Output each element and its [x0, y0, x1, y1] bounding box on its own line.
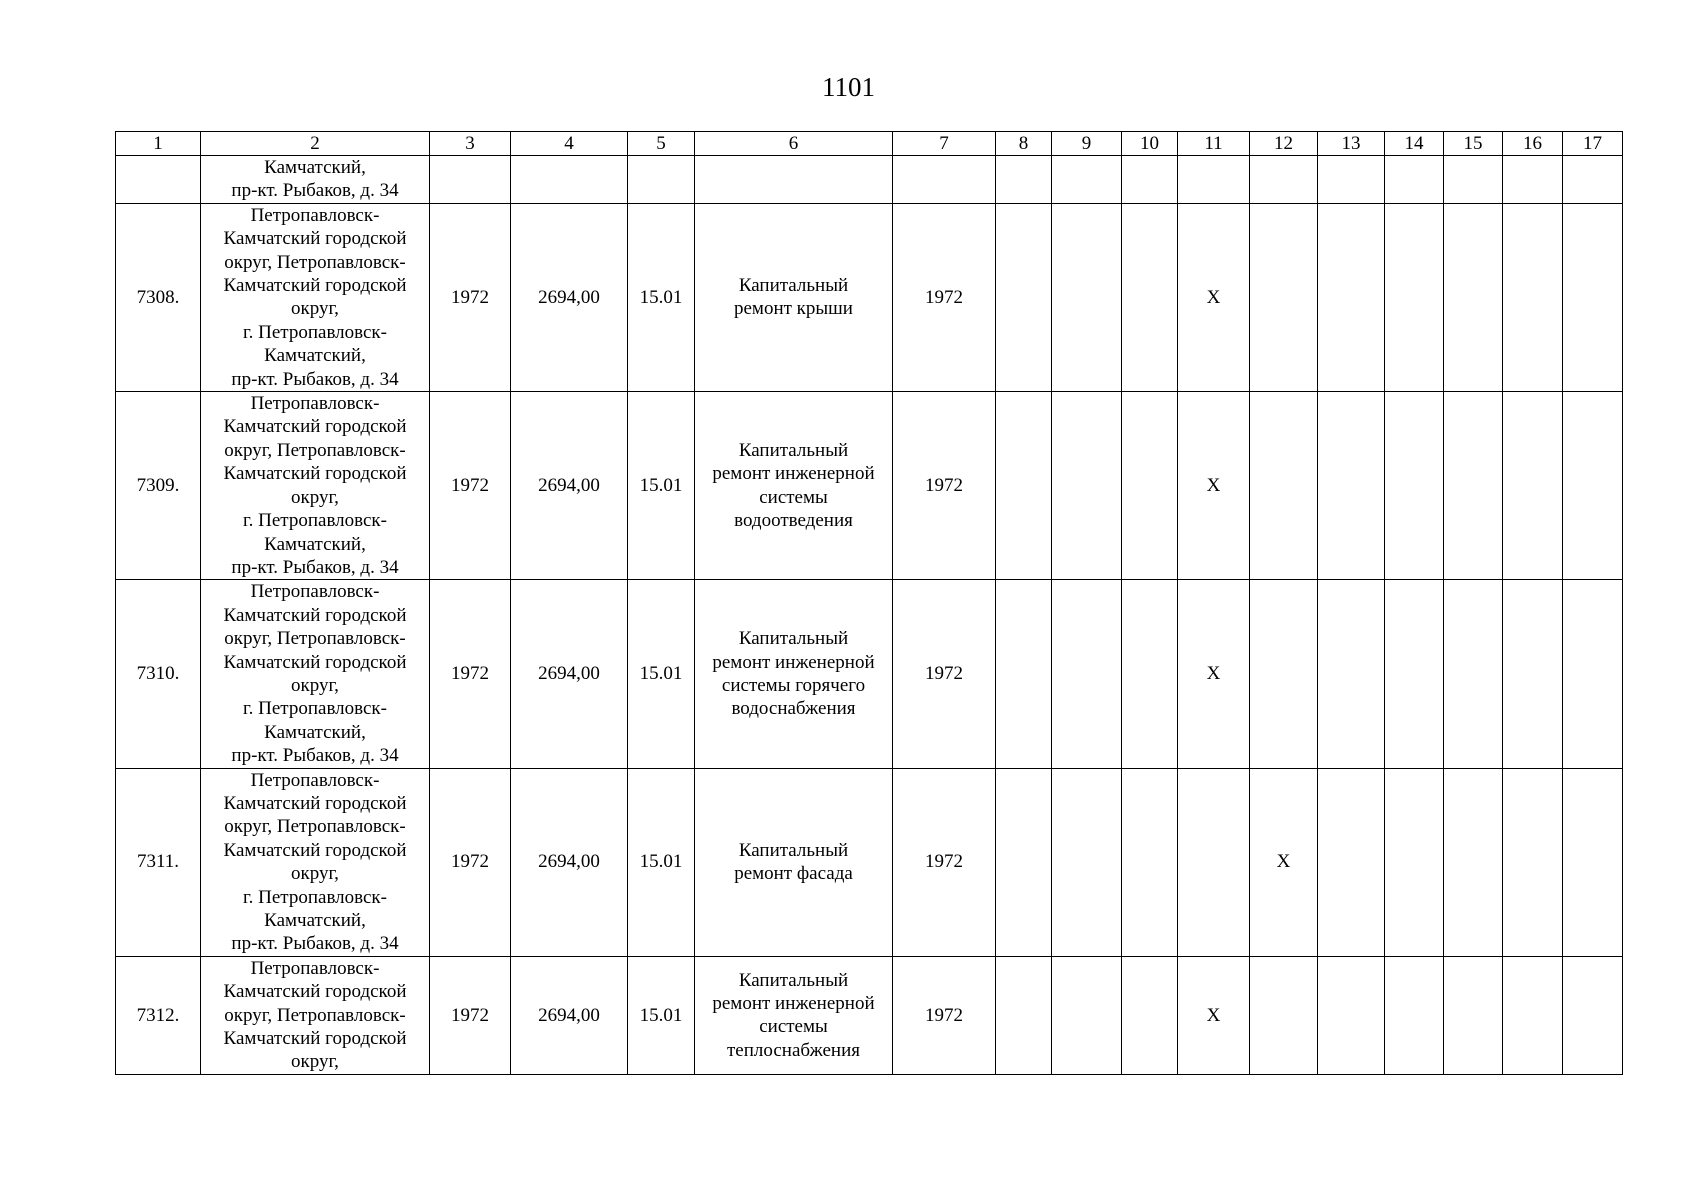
- table-row: [116, 392, 1623, 580]
- cell-empty: [1122, 768, 1178, 956]
- cell-area: 2694,00: [511, 956, 628, 1074]
- column-header: 10: [1122, 132, 1178, 156]
- cell-area: 2694,00: [511, 203, 628, 391]
- cell-empty: [1444, 392, 1503, 580]
- cell-empty: [1178, 156, 1250, 204]
- cell-empty: [1318, 156, 1385, 204]
- column-header: 5: [628, 132, 695, 156]
- table-row: [116, 768, 1623, 956]
- cell-empty: [1385, 156, 1444, 204]
- cell-empty: [1250, 156, 1318, 204]
- cell-work-type: Капитальный ремонт инженерной системы теплоснабжения: [695, 956, 893, 1074]
- table-row: [116, 203, 1623, 391]
- cell-planned-year: 1972: [893, 580, 996, 768]
- cell-empty: [1318, 768, 1385, 956]
- cell-code: 15.01: [628, 580, 695, 768]
- cell-empty: [1052, 203, 1122, 391]
- cell-empty: [1122, 392, 1178, 580]
- cell-planned-year: 1972: [893, 392, 996, 580]
- cell-empty: [1444, 580, 1503, 768]
- cell-number: 7308.: [116, 203, 201, 391]
- cell-empty: [1318, 392, 1385, 580]
- cell-empty: [996, 203, 1052, 391]
- cell-empty: [1503, 392, 1563, 580]
- cell-empty: [1563, 203, 1623, 391]
- cell-empty: [996, 768, 1052, 956]
- cell-empty: [628, 156, 695, 204]
- cell-code: 15.01: [628, 956, 695, 1074]
- column-header: 4: [511, 132, 628, 156]
- column-header: 13: [1318, 132, 1385, 156]
- cell-empty: [996, 956, 1052, 1074]
- cell-mark: X: [1178, 580, 1250, 768]
- cell-number: 7312.: [116, 956, 201, 1074]
- cell-empty: [1563, 156, 1623, 204]
- cell-code: 15.01: [628, 768, 695, 956]
- cell-empty: [1444, 156, 1503, 204]
- cell-empty: [1250, 956, 1318, 1074]
- cell-number: 7309.: [116, 392, 201, 580]
- cell-empty: [1563, 580, 1623, 768]
- cell-empty: [1563, 392, 1623, 580]
- column-header: 7: [893, 132, 996, 156]
- column-header: 9: [1052, 132, 1122, 156]
- page-number: 1101: [822, 72, 875, 102]
- cell-empty: [1052, 768, 1122, 956]
- cell-work-type: Капитальный ремонт инженерной системы горячего водоснабжения: [695, 580, 893, 768]
- cell-mark: X: [1178, 956, 1250, 1074]
- cell-address: Петропавловск- Камчатский городской округ, Петропавловск- Камчатский городской округ, г. Петропавловск- Камчатский, пр-кт. Рыбаков, д. 34: [201, 768, 430, 956]
- column-header: 1: [116, 132, 201, 156]
- cell-empty: [695, 156, 893, 204]
- column-header: 12: [1250, 132, 1318, 156]
- cell-mark: X: [1178, 392, 1250, 580]
- column-header: 3: [430, 132, 511, 156]
- cell-code: 15.01: [628, 392, 695, 580]
- cell-empty: [1250, 203, 1318, 391]
- cell-number: [116, 156, 201, 204]
- cell-empty: [1122, 156, 1178, 204]
- cell-area: 2694,00: [511, 580, 628, 768]
- cell-address: Петропавловск- Камчатский городской округ, Петропавловск- Камчатский городской округ, г. Петропавловск- Камчатский, пр-кт. Рыбаков, д. 34: [201, 580, 430, 768]
- cell-address: Камчатский, пр-кт. Рыбаков, д. 34: [201, 156, 430, 204]
- cell-area: 2694,00: [511, 768, 628, 956]
- capital-repair-table: [115, 131, 1623, 1075]
- cell-empty: [511, 156, 628, 204]
- cell-empty: [1503, 580, 1563, 768]
- cell-empty: [1250, 580, 1318, 768]
- cell-empty: [1385, 768, 1444, 956]
- cell-empty: [1503, 156, 1563, 204]
- cell-empty: [1178, 768, 1250, 956]
- cell-year-built: 1972: [430, 768, 511, 956]
- column-header: 2: [201, 132, 430, 156]
- cell-work-type: Капитальный ремонт крыши: [695, 203, 893, 391]
- cell-empty: [1444, 956, 1503, 1074]
- cell-work-type: Капитальный ремонт фасада: [695, 768, 893, 956]
- cell-address: Петропавловск- Камчатский городской округ, Петропавловск- Камчатский городской округ, г. Петропавловск- Камчатский, пр-кт. Рыбаков, д. 34: [201, 203, 430, 391]
- cell-empty: [1503, 203, 1563, 391]
- cell-empty: [1385, 203, 1444, 391]
- cell-year-built: 1972: [430, 956, 511, 1074]
- cell-empty: [1444, 768, 1503, 956]
- cell-empty: [1563, 956, 1623, 1074]
- cell-empty: [893, 156, 996, 204]
- cell-mark: X: [1178, 203, 1250, 391]
- cell-work-type: Капитальный ремонт инженерной системы водоотведения: [695, 392, 893, 580]
- cell-empty: [1444, 203, 1503, 391]
- cell-address: Петропавловск- Камчатский городской округ, Петропавловск- Камчатский городской округ, г. Петропавловск- Камчатский, пр-кт. Рыбаков, д. 34: [201, 392, 430, 580]
- cell-mark: X: [1250, 768, 1318, 956]
- table-row: [116, 956, 1623, 1074]
- cell-planned-year: 1972: [893, 203, 996, 391]
- cell-empty: [996, 156, 1052, 204]
- cell-area: 2694,00: [511, 392, 628, 580]
- cell-empty: [1385, 580, 1444, 768]
- cell-empty: [996, 580, 1052, 768]
- cell-planned-year: 1972: [893, 768, 996, 956]
- continuation-row: [116, 156, 1623, 204]
- cell-empty: [1563, 768, 1623, 956]
- cell-number: 7311.: [116, 768, 201, 956]
- cell-empty: [1385, 956, 1444, 1074]
- cell-empty: [1318, 203, 1385, 391]
- cell-code: 15.01: [628, 203, 695, 391]
- cell-address: Петропавловск- Камчатский городской округ, Петропавловск- Камчатский городской округ,: [201, 956, 430, 1074]
- cell-number: 7310.: [116, 580, 201, 768]
- cell-empty: [430, 156, 511, 204]
- cell-planned-year: 1972: [893, 956, 996, 1074]
- column-header: 6: [695, 132, 893, 156]
- column-number-header-row: [116, 132, 1623, 156]
- cell-empty: [1052, 956, 1122, 1074]
- cell-empty: [1052, 392, 1122, 580]
- column-header: 11: [1178, 132, 1250, 156]
- cell-year-built: 1972: [430, 580, 511, 768]
- cell-year-built: 1972: [430, 392, 511, 580]
- cell-empty: [1250, 392, 1318, 580]
- cell-empty: [1318, 956, 1385, 1074]
- cell-empty: [1122, 580, 1178, 768]
- cell-empty: [1122, 203, 1178, 391]
- column-header: 8: [996, 132, 1052, 156]
- cell-empty: [996, 392, 1052, 580]
- table-row: [116, 580, 1623, 768]
- cell-empty: [1052, 156, 1122, 204]
- column-header: 14: [1385, 132, 1444, 156]
- cell-empty: [1122, 956, 1178, 1074]
- cell-empty: [1052, 580, 1122, 768]
- cell-empty: [1385, 392, 1444, 580]
- cell-year-built: 1972: [430, 203, 511, 391]
- column-header: 16: [1503, 132, 1563, 156]
- column-header: 15: [1444, 132, 1503, 156]
- cell-empty: [1503, 768, 1563, 956]
- cell-empty: [1503, 956, 1563, 1074]
- column-header: 17: [1563, 132, 1623, 156]
- cell-empty: [1318, 580, 1385, 768]
